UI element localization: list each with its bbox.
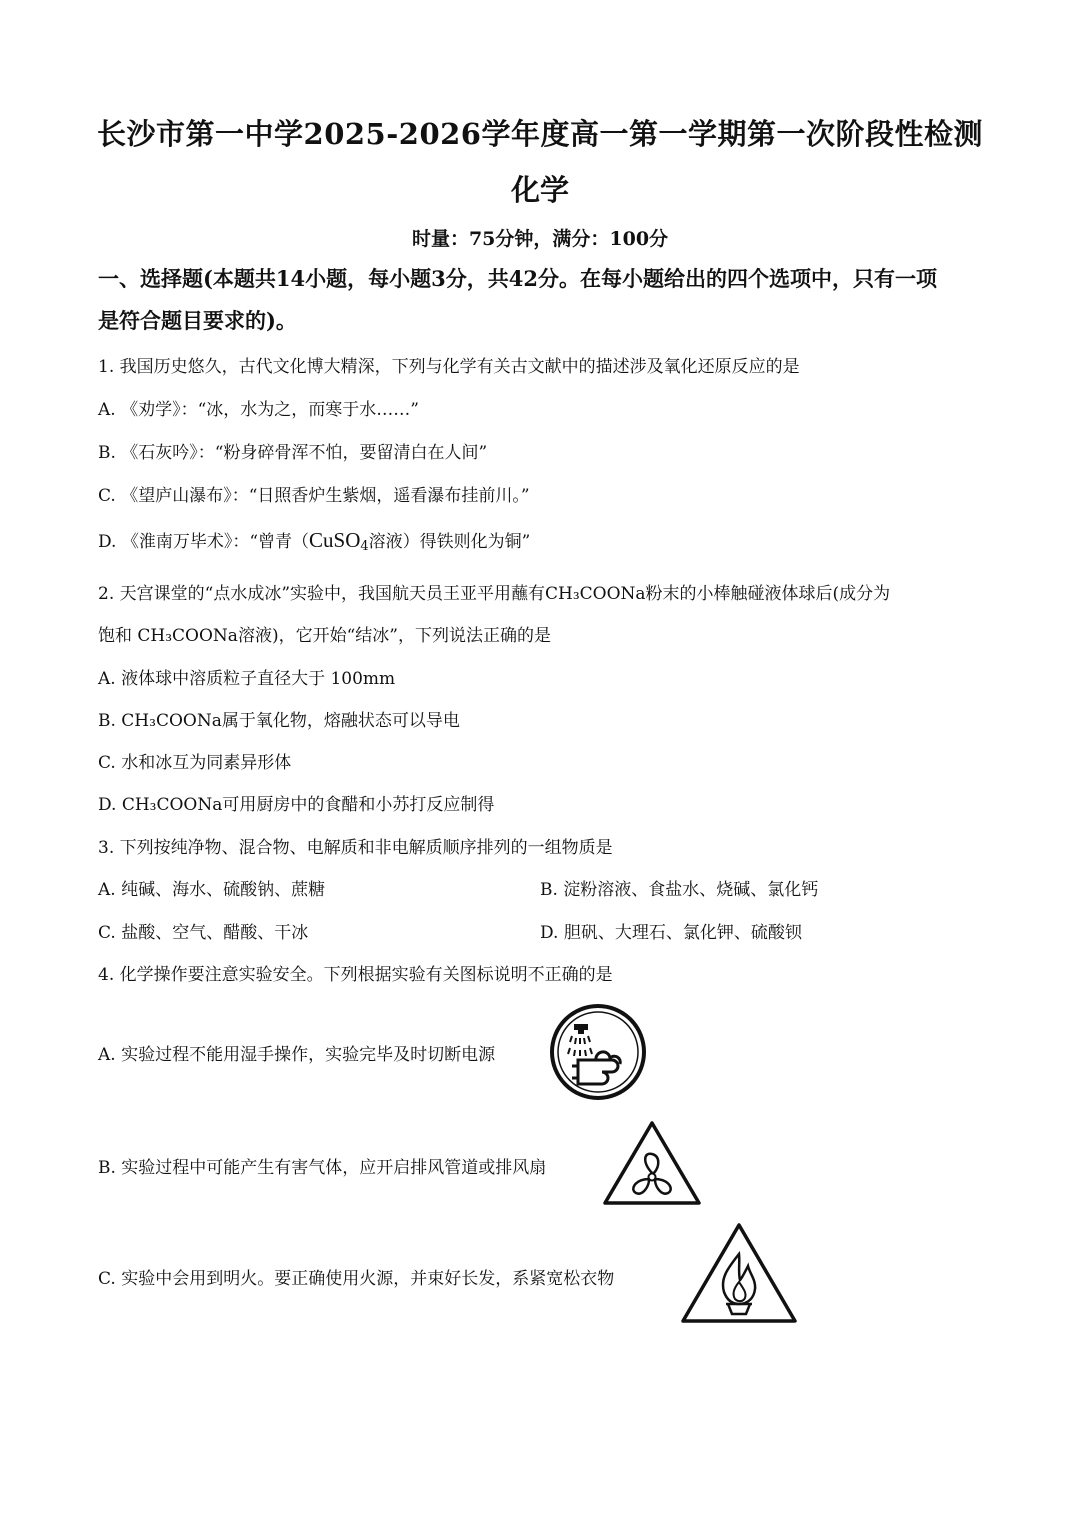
subject-title: 化学: [510, 173, 569, 207]
q2-option-a: A. 液体球中溶质粒子直径大于 100mm: [98, 669, 396, 689]
cuso4-subscript: 4: [360, 539, 369, 554]
q1-stem: 1. 我国历史悠久，古代文化博大精深，下列与化学有关古文献中的描述涉及氧化还原反应的是: [98, 357, 800, 377]
section-heading-line1: 一、选择题(本题共14小题，每小题3分，共42分。在每小题给出的四个选项中，只有一项: [98, 266, 937, 291]
q1-option-d-post: 溶液）得铁则化为铜”: [368, 532, 531, 552]
q2-option-d: D. CH₃COONa可用厨房中的食醋和小苏打反应制得: [98, 795, 495, 815]
q2-stem-line1: 2. 天宫课堂的“点水成冰”实验中，我国航天员王亚平用蘸有CH₃COONa粉末的小棒触碰液体球后(成分为: [98, 584, 891, 604]
q4-stem: 4. 化学操作要注意实验安全。下列根据实验有关图标说明不正确的是: [98, 965, 613, 985]
q4-option-a: A. 实验过程不能用湿手操作，实验完毕及时切断电源: [98, 1045, 496, 1065]
q3-option-b: B. 淀粉溶液、食盐水、烧碱、氯化钙: [540, 880, 819, 900]
q4-option-b: B. 实验过程中可能产生有害气体，应开启排风管道或排风扇: [98, 1158, 547, 1178]
exam-title: 长沙市第一中学2025-2026学年度高一第一学期第一次阶段性检测: [97, 117, 983, 151]
q3-option-d: D. 胆矾、大理石、氯化钾、硫酸钡: [540, 923, 802, 943]
exhaust-fan-icon: [602, 1120, 702, 1206]
q1-option-d-pre: D. 《淮南万毕术》：“曾青（: [98, 532, 310, 552]
q4-option-c: C. 实验中会用到明火。要正确使用火源，并束好长发，系紧宽松衣物: [98, 1269, 615, 1289]
q2-option-c: C. 水和冰互为同素异形体: [98, 753, 292, 773]
wash-hands-icon: [548, 1002, 648, 1102]
time-info: 时量：75分钟，满分：100分: [411, 228, 669, 250]
open-flame-icon: [680, 1222, 798, 1324]
section-heading-line2: 是符合题目要求的)。: [98, 308, 297, 333]
cuso4-formula: CuSO: [309, 528, 361, 552]
q2-option-b: B. CH₃COONa属于氧化物，熔融状态可以导电: [98, 711, 460, 731]
q1-option-b: B. 《石灰吟》：“粉身碎骨浑不怕，要留清白在人间”: [98, 443, 488, 463]
q1-option-c: C. 《望庐山瀑布》：“日照香炉生紫烟，遥看瀑布挂前川。”: [98, 486, 530, 506]
q2-stem-line2: 饱和 CH₃COONa溶液)，它开始“结冰”，下列说法正确的是: [98, 626, 551, 646]
q3-option-a: A. 纯碱、海水、硫酸钠、蔗糖: [98, 880, 326, 900]
q3-stem: 3. 下列按纯净物、混合物、电解质和非电解质顺序排列的一组物质是: [98, 838, 613, 858]
q3-option-c: C. 盐酸、空气、醋酸、干冰: [98, 923, 309, 943]
q1-option-d: [98, 527, 530, 554]
q1-option-a: A. 《劝学》：“冰，水为之，而寒于水……”: [98, 400, 419, 420]
